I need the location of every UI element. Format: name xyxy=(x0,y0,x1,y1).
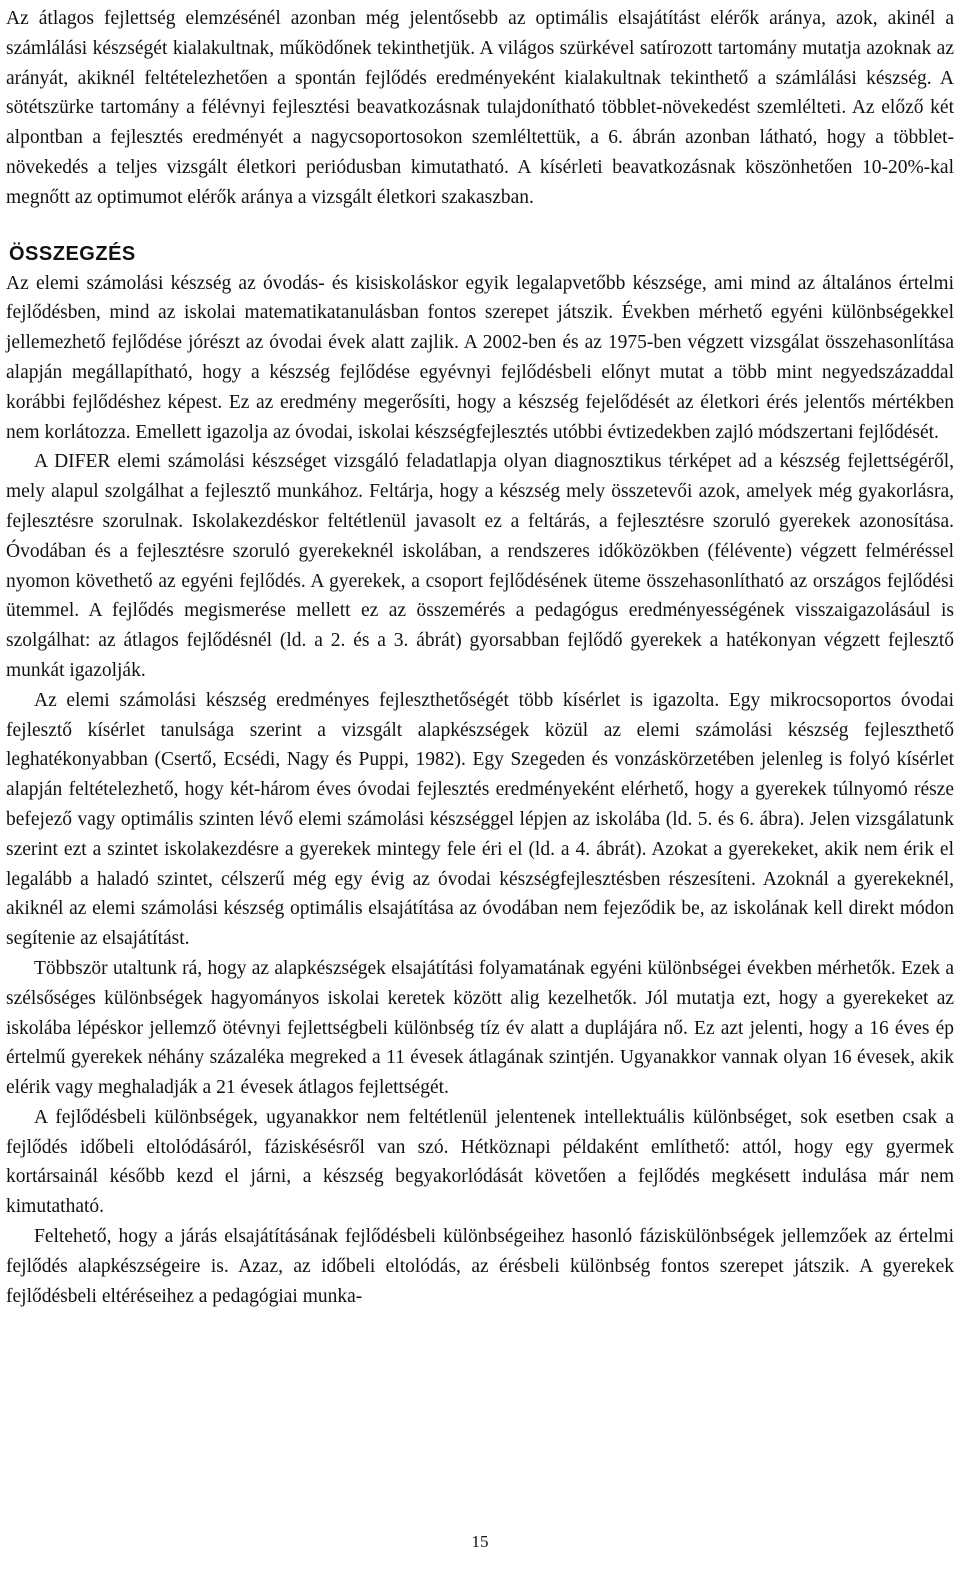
summary-paragraph-4: Többször utaltunk rá, hogy az alapkészségek elsajátítási folyamatának egyéni különbségei években mérhetők. Ezek a szélsőséges különbségek hagyományos iskolai keretek között alig kezelhetők. Jól mutatja ezt, hogy a gyerekeket az iskolába lépéskor jellemző ötévnyi fejlettségbeli különbség tíz év alatt a duplájára nő. Ez azt jelenti, hogy a 16 éves ép értelmű gyerekek néhány százaléka megreked a 11 évesek átlagának szintjén. Ugyanakkor vannak olyan 16 évesek, akik elérik vagy meghaladják a 21 évesek átlagos fejlettségét. xyxy=(6,957,954,1099)
section-heading: ÖSSZEGZÉS xyxy=(9,242,136,265)
document-page xyxy=(6,4,954,1311)
summary-paragraph-2: A DIFER elemi számolási készséget vizsgáló feladatlapja olyan diagnosztikus térképet ad a készség fejlettségéről, mely alapul szolgálhat a fejlesztő munkához. Feltárja, hogy a készség mely összetevői azok, amelyek még gyakorlásra, fejlesztésre szorulnak. Iskolakezdéskor feltétlenül javasolt ez a feltárás, a fejlesztésre szoruló gyerekek azonosítása. Óvodában és a fejlesztésre szoruló gyerekeknél iskolában, a rendszeres időközökben (félévente) végzett felméréssel nyomon követhető az egyéni fejlődés. A gyerekek, a csoport fejlődésének üteme összehasonlítható az országos fejlődési ütemmel. A fejlődés megismerése mellett ez az összemérés a pedagógus eredményességének visszaigazolásául is szolgálhat: az átlagos fejlődésnél (ld. a 2. és a 3. ábrát) gyorsabban fejlődő gyerekek a hatékonyan végzett fejlesztő munkát igazolják. xyxy=(6,451,954,681)
intro-paragraph: Az átlagos fejlettség elemzésénél azonban még jelentősebb az optimális elsajátítást elérők aránya, azok, akinél a számlálási készségét kialakultnak, működőnek tekinthetjük. A világos szürkével satírozott tartomány mutatja azoknak az arányát, akiknél feltételezhetően a spontán fejlődés eredményeként kialakultnak tekinthető a számlálási készség. A sötétszürke tartomány a félévnyi fejlesztési beavatkozásnak tulajdonítható többlet-növekedést szemlélteti. Az előző két alpontban a fejlesztés eredményét a nagycsoportosokon szemléltettük, a 6. ábrán azonban látható, hogy a többlet-növekedés a teljes vizsgált életkori periódusban kimutatható. A kísérleti beavatkozásnak köszönhetően 10-20%-kal megnőtt az optimumot elérők aránya a vizsgált életkori szakaszban. xyxy=(6,8,954,208)
summary-paragraph-1: Az elemi számolási készség az óvodás- és kisiskoláskor egyik legalapvetőbb készsége, ami mind az általános értelmi fejlődésben, mind az iskolai matematikatanulásban fontos szerepet játszik. Években mérhető egyéni különbségekkel jellemezhető fejlődése jórészt az óvodai évek alatt zajlik. A 2002-ben és az 1975-ben végzett vizsgálat összehasonlítása alapján megállapítható, hogy a készség fejlődése egyévnyi fejlődésbeli előnyt mutat a több mint negyedszázaddal korábbi fejlődéshez képest. Ez az eredmény megerősíti, hogy a készség fejelődését az életkori érés jelentős mértékben nem korlátozza. Emellett igazolja az óvodai, iskolai készségfejlesztés utóbbi évtizedekben zajló módszertani fejlődését. xyxy=(6,272,954,443)
summary-paragraph-5: A fejlődésbeli különbségek, ugyanakkor nem feltétlenül jelentenek intellektuális különbséget, sok esetben csak a fejlődés időbeli eltolódásáról, fáziskésésről van szó. Hétköznapi példaként említhető: attól, hogy egy gyermek kortársainál később kezd el járni, a készség begyakorlódását követően a fejlődés megkésett indulása már nem kimutatható. xyxy=(6,1106,954,1218)
page-number: 15 xyxy=(471,1532,489,1551)
summary-paragraph-6: Feltehető, hogy a járás elsajátításának fejlődésbeli különbségeihez hasonló fáziskülönbségek jellemzőek az értelmi fejlődés alapkészségeire is. Azaz, az időbeli eltolódás, az érésbeli különbség fontos szerepet játszik. A gyerekek fejlődésbeli eltéréseihez a pedagógiai munka- xyxy=(6,1226,954,1307)
summary-paragraph-3: Az elemi számolási készség eredményes fejleszthetőségét több kísérlet is igazolta. Egy mikrocsoportos óvodai fejlesztő kísérlet tanulsága szerint a vizsgált alapkészségek közül az elemi számolási készség fejleszthető leghatékonyabban (Csertő, Ecsédi, Nagy és Puppi, 1982). Egy Szegeden és vonzáskörzetében jelenleg is folyó kísérlet alapján feltételezhető, hogy két-három éves óvodai fejlesztés eredményeként elérhető, hogy a gyerekek túlnyomó része befejező vagy optimális szinten lévő elemi számolási készséggel lépjen az iskolába (ld. 5. és 6. ábra). Jelen vizsgálatunk szerint ezt a szintet iskolakezdésre a gyerekek mintegy fele éri el (ld. a 4. ábrát). Azokat a gyerekeket, akik nem érik el legalább a haladó szintet, célszerű még egy évig az óvodai készségfejlesztésben részesíteni. Azoknál a gyerekeknél, akiknél az elemi számolási készség optimális elsajátítása az óvodában nem fejeződik be, az iskolának kell direkt módon segítenie az elsajátítást. xyxy=(6,689,954,950)
